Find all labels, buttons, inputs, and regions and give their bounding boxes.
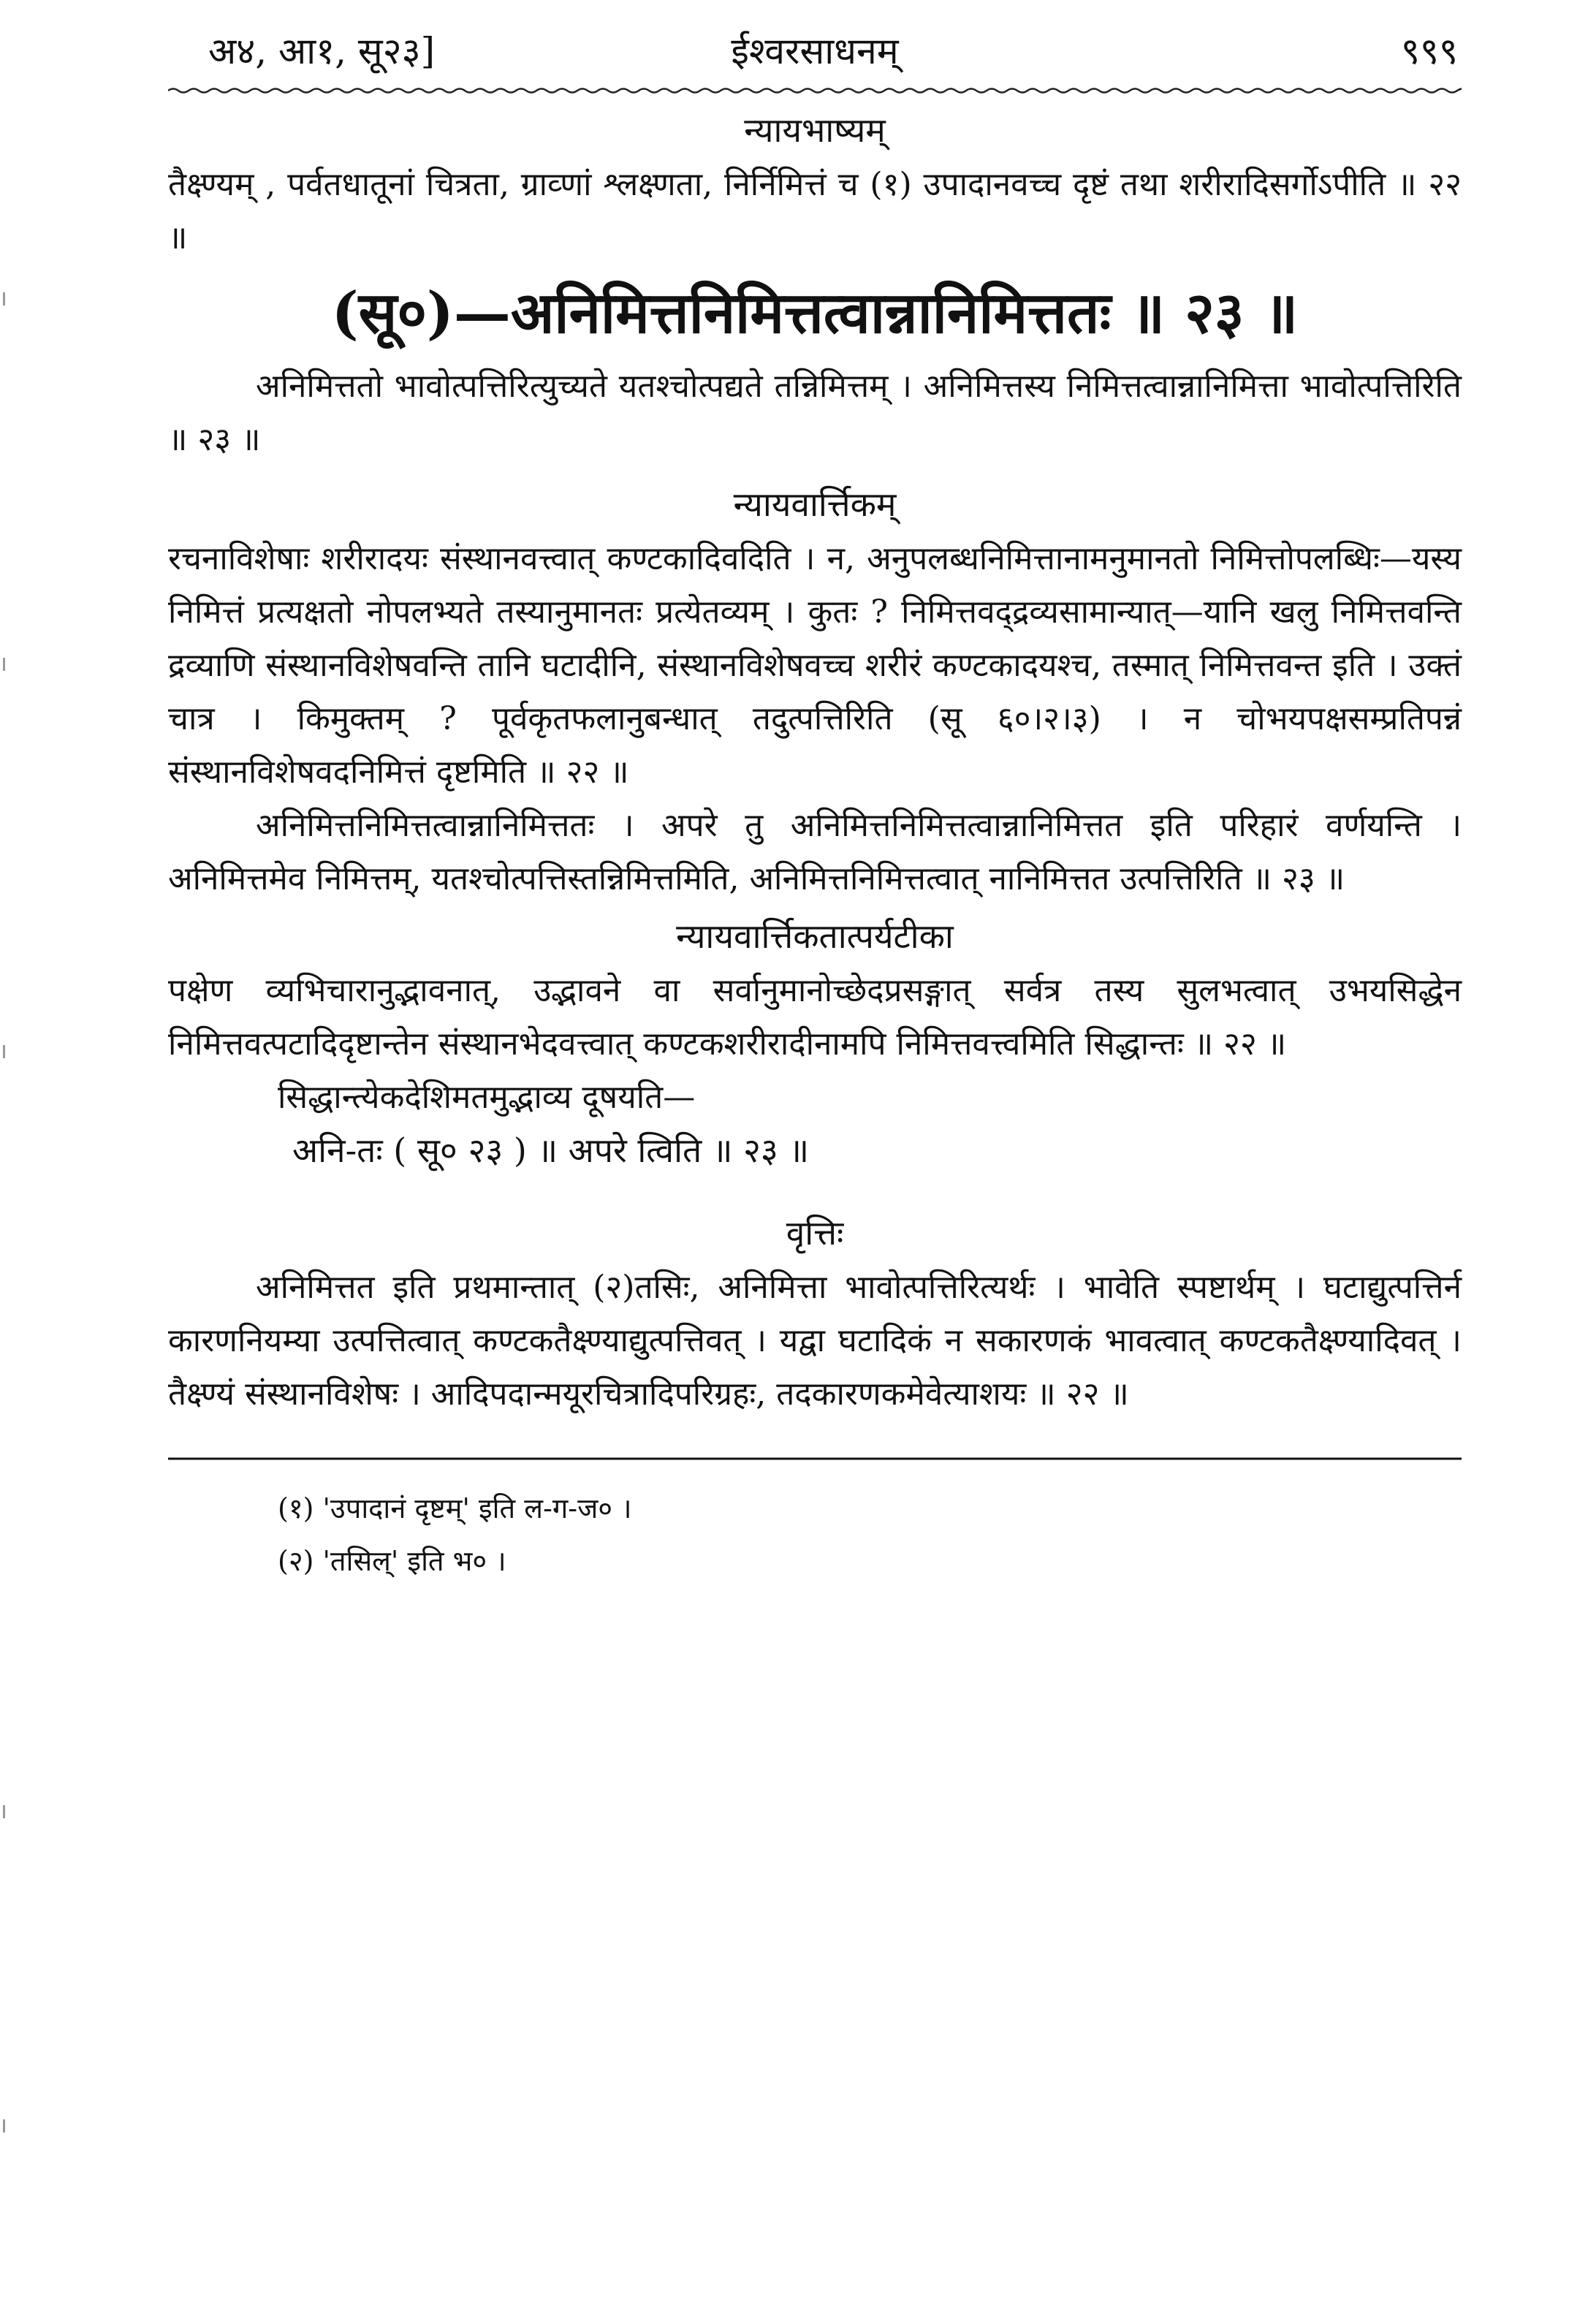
sutra-line: (सू०)—अनिमित्तनिमित्तत्वान्नानिमित्ततः ॥ २३ ॥ [331,280,1299,346]
header-title: ईश्वरसाधनम् [731,30,899,72]
running-head [168,22,1462,80]
footnote-item: (१) 'उपादानं दृष्टम्' इति ल-ग-ज० । [278,1492,632,1524]
tatparyatika-heading: न्यायवार्त्तिकतात्पर्यटीका [676,916,954,956]
nyayavartikam-heading: न्यायवार्त्तिकम् [733,485,897,524]
vritti-text: अनिमित्तत इति प्रथमान्तात् (२)तसिः, अनिमित्ता भावोत्पत्तिरित्यर्थः । भावेति स्पष्टार्थम् । घटाद्युत्पत्तिर्न कारणनियम्या उत्पत्तित्वात् कण्टकतैक्ष्ण्याद्युत्पत्तिवत् । यद्वा घटादिकं न सकारणकं भावत्वात् कण्टकतैक्ष्ण्यादिवत् । तैक्ष्ण्यं संस्थानविशेषः । आदिपदान्मयूरचित्रादिपरिग्रहः, तदकारणकमेवेत्याशयः ॥ २२ ॥ [168,1269,1462,1413]
vritti-heading: वृत्तिः [786,1213,844,1253]
nyayabhashyam-text: तैक्ष्ण्यम् , पर्वतधातूनां चित्रता, ग्राव्णां श्लक्ष्णता, निर्निमित्तं च (१) उपादानवच्च दृष्टं तथा शरीरादिसर्गोऽपीति ॥ २२ ॥ [168,166,1462,257]
nyayavartikam-text-1: रचनाविशेषाः शरीरादयः संस्थानवत्त्वात् कण्टकादिवदिति । न, अनुपलब्धनिमित्तानामनुमानतो निमित्तोपलब्धिः—यस्य निमित्तं प्रत्यक्षतो नोपलभ्यते तस्यानुमानतः प्रत्येतव्यम् । कुतः ? निमित्तवद्द्रव्यसामान्यात्—यानि खलु निमित्तवन्ति द्रव्याणि संस्थानविशेषवन्ति तानि घटादीनि, संस्थानविशेषवच्च शरीरं कण्टकादयश्च, तस्मात् निमित्तवन्त इति । उक्तं चात्र । किमुक्तम् ? पूर्वकृतफलानुबन्धात् तदुत्पत्तिरिति (सू ६०।२।३) । न चोभयपक्षसम्प्रतिपन्नं संस्थानविशेषवदनिमित्तं दृष्टमिति ॥ २२ ॥ [168,540,1462,791]
margin-mark [3,2119,5,2133]
footnote-divider [168,1457,1462,1460]
tatparyatika-text: पक्षेण व्यभिचारानुद्भावनात्, उद्भावने वा सर्वानुमानोच्छेदप्रसङ्गात् सर्वत्र तस्य सुलभत्वात् उभयसिद्धेन निमित्तवत्पटादिदृष्टान्तेन संस्थानभेदवत्त्वात् कण्टकशरीरादीनामपि निमित्तवत्त्वमिति सिद्धान्तः ॥ २२ ॥ [168,972,1462,1063]
header-chapter-ref: अ४, आ१, सू२३] [208,30,436,72]
wavy-divider [168,82,1462,99]
margin-mark [3,1805,5,1818]
margin-mark [3,1045,5,1058]
nyayavartikam-text-2: अनिमित्तनिमित्तत्वान्नानिमित्ततः । अपरे तु अनिमित्तनिमित्तत्वान्नानिमित्तत इति परिहारं वर्णयन्ति । अनिमित्तमेव निमित्तम्, यतश्चोत्पत्तिस्तन्निमित्तमिति, अनिमित्तनिमित्तत्वात् नानिमित्तत उत्पत्तिरिति ॥ २३ ॥ [168,807,1462,897]
margin-mark [3,658,5,671]
footnote-item: (२) 'तसिल्' इति भ० । [278,1545,506,1577]
sutra-commentary: अनिमित्ततो भावोत्पत्तिरित्युच्यते यतश्चोत्पद्यते तन्निमित्तम् । अनिमित्तस्य निमित्तत्वान्नानिमित्ता भावोत्पत्तिरिति ॥ २३ ॥ [168,368,1462,458]
nyayabhashyam-heading: न्यायभाष्यम् [744,110,886,150]
footnotes [168,1482,1462,1587]
page-number: ९९९ [1401,30,1458,72]
tatparyatika-intro-line: सिद्धान्त्येकदेशिमतमुद्भाव्य दूषयति— [278,1079,696,1116]
tatparyatika-pratika-line: अनि-तः ( सू० २३ ) ॥ अपरे त्विति ॥ २३ ॥ [292,1131,810,1170]
margin-mark [3,292,5,305]
book-page [168,22,1462,2287]
